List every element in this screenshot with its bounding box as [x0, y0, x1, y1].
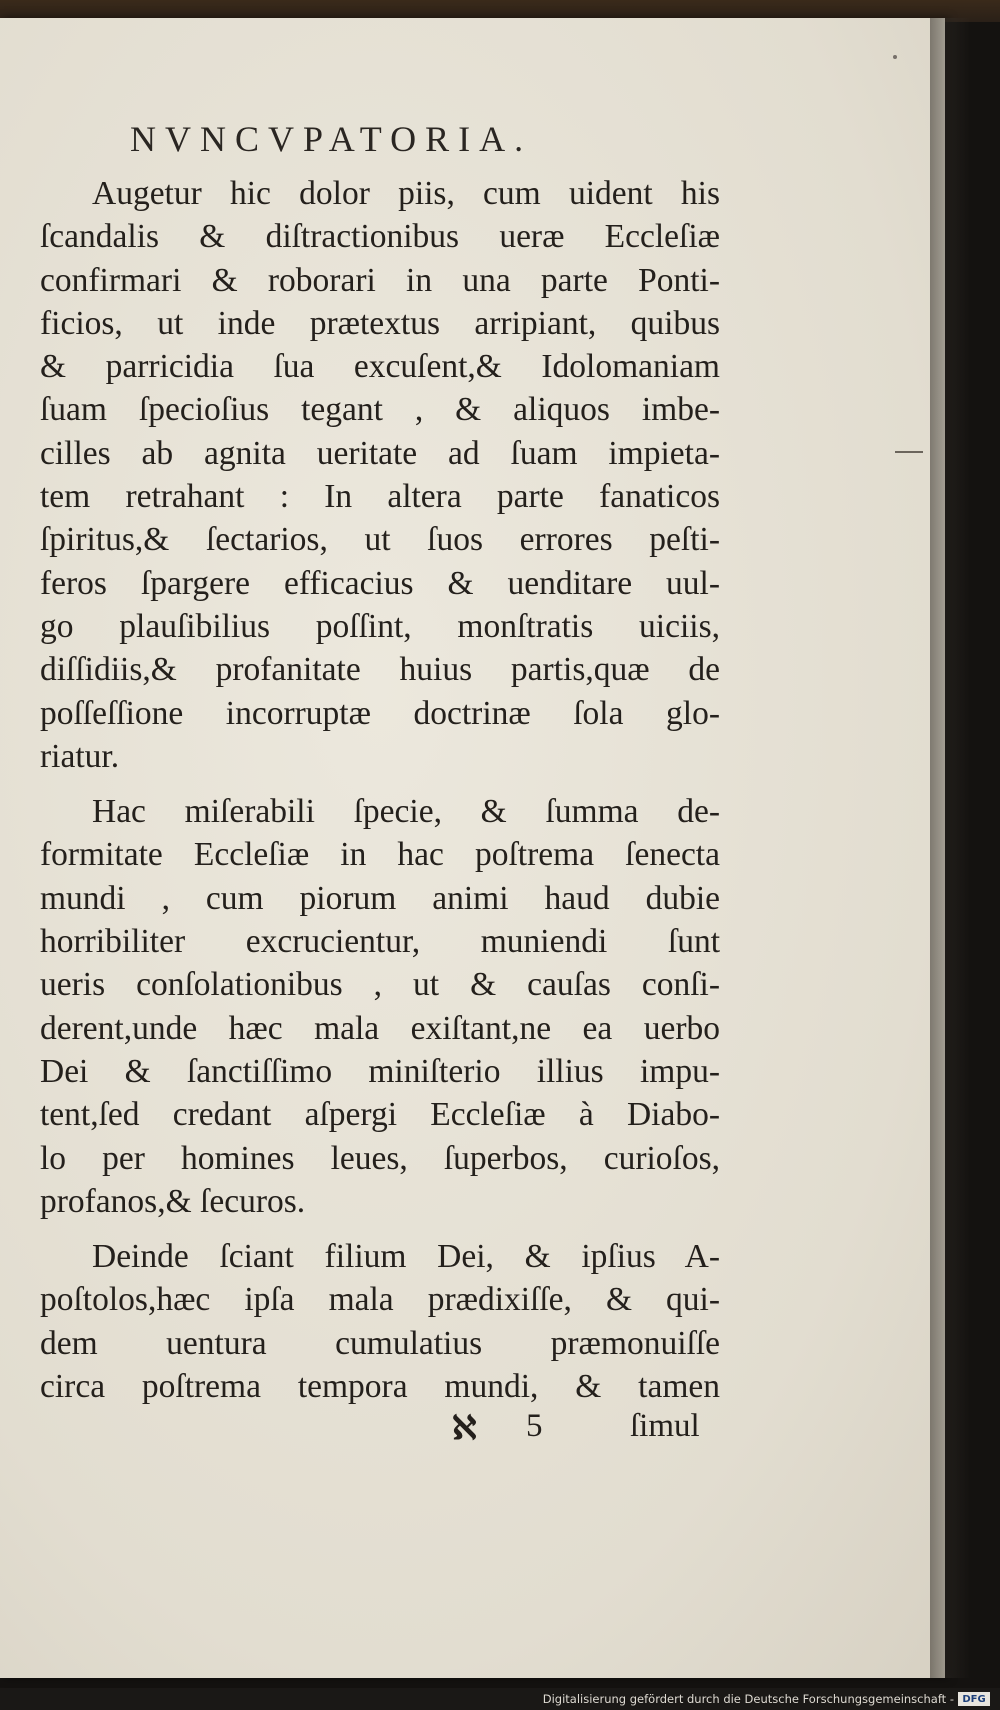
- page-gutter-shadow: [930, 18, 970, 1678]
- text-line: lo per homines leues, ſuperbos, curioſos,: [40, 1139, 720, 1177]
- text-line: ficios, ut inde prætextus arripiant, quibus: [40, 304, 720, 342]
- digitization-credit: Digitalisierung gefördert durch die Deutsche Forschungsgemeinschaft -: [542, 1692, 954, 1706]
- text-line: go plauſibilius poſſint, monſtratis uiciis,: [40, 607, 720, 645]
- text-line: mundi , cum piorum animi haud dubie: [40, 879, 720, 917]
- paragraph-gap: [40, 1223, 720, 1235]
- text-line: profanos,& ſecuros.: [40, 1182, 306, 1220]
- text-line: Deinde ſciant filium Dei, & ipſius A-: [92, 1238, 720, 1276]
- text-line: poſſeſſione incorruptæ doctrinæ ſola glo-: [40, 694, 720, 732]
- text-line: dem uentura cumulatius præmonuiſſe: [40, 1324, 720, 1362]
- catchword: ſimul: [630, 1408, 700, 1444]
- text-line: riatur.: [40, 737, 120, 775]
- body-text: [40, 172, 720, 1408]
- margin-mark: [895, 451, 923, 453]
- text-line: derent,unde hæc mala exiſtant,ne ea uerbo: [40, 1009, 720, 1047]
- text-line: ueris conſolationibus , ut & cauſas conſi-: [40, 966, 720, 1004]
- text-line: Dei & ſanctiſſimo miniſterio illius impu-: [40, 1052, 720, 1090]
- text-line: Hac miſerabili ſpecie, & ſumma de-: [92, 793, 720, 831]
- text-line: tent,ſed credant aſpergi Eccleſiæ à Diabo-: [40, 1096, 720, 1134]
- text-line: ſpiritus,& ſectarios, ut ſuos errores peſti-: [40, 521, 720, 559]
- text-line: tem retrahant : In altera parte fanaticos: [40, 478, 720, 516]
- text-line: cilles ab agnita ueritate ad ſuam impieta-: [40, 434, 720, 472]
- text-line: circa poſtrema tempora mundi, & tamen: [40, 1368, 720, 1406]
- text-line: formitate Eccleſiæ in hac poſtrema ſenecta: [40, 836, 720, 874]
- signature-number: 5: [526, 1408, 543, 1444]
- signature-row: [440, 1408, 730, 1452]
- text-line: horribiliter excrucientur, muniendi ſunt: [40, 923, 720, 961]
- margin-speck: [893, 55, 897, 59]
- text-line: diſſidiis,& profanitate huius partis,quæ de: [40, 651, 720, 689]
- text-line: & parricidia ſua excuſent,& Idolomaniam: [40, 348, 720, 386]
- running-head: NVNCVPATORIA.: [130, 119, 533, 159]
- text-line: confirmari & roborari in una parte Ponti-: [40, 261, 720, 299]
- text-line: feros ſpargere efficacius & uenditare uul-: [40, 564, 720, 602]
- text-line: Augetur hic dolor piis, cum uident his: [92, 175, 720, 212]
- signature-mark: ℵ: [452, 1411, 477, 1447]
- text-line: ſcandalis & diſtractionibus ueræ Eccleſiæ: [40, 218, 720, 256]
- paragraph-gap: [40, 778, 720, 790]
- dfg-logo-icon: DFG: [958, 1692, 990, 1706]
- text-line: poſtolos,hæc ipſa mala prædixiſſe, & qui-: [40, 1281, 720, 1319]
- text-line: ſuam ſpecioſius tegant , & aliquos imbe-: [40, 391, 720, 429]
